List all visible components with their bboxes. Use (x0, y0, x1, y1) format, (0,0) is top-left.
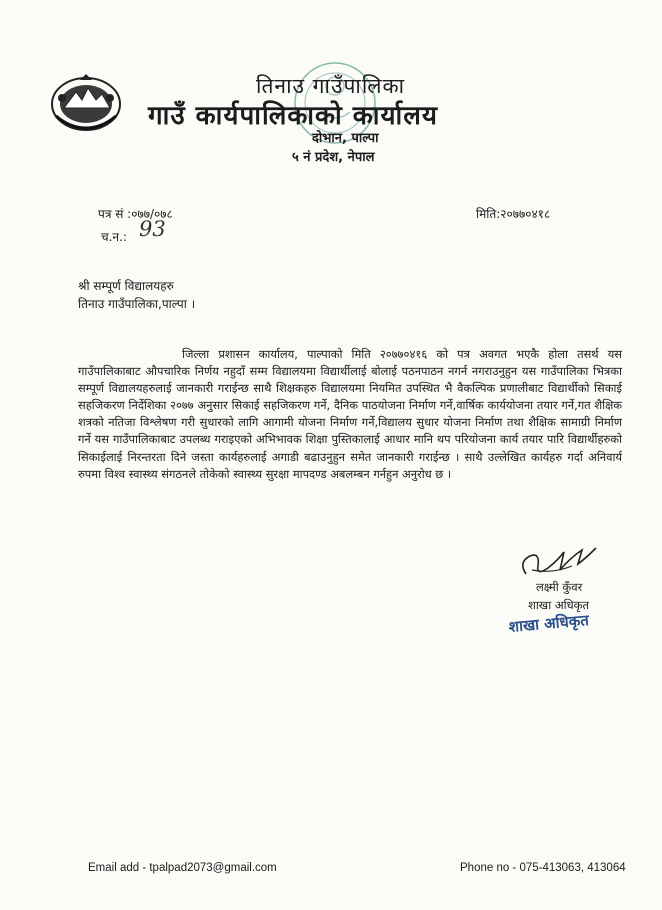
signature-icon (512, 540, 600, 582)
official-seal-stamp: शाखा अधिकृत (508, 611, 590, 636)
footer-email: Email add - tpalpad2073@gmail.com (88, 862, 277, 874)
letter-reference-number: पत्र सं :०७७/०७८ (98, 207, 173, 221)
signatory-title: शाखा अधिकृत (528, 598, 590, 612)
letter-body: जिल्ला प्रशासन कार्यालय, पाल्पाको मिति २०७७०४१६ को पत्र अवगत भएकै होला तसर्थ यस गाउँपालिकाबाट औपचारिक निर्णय नहुदाँ सम्म विद्यालयमा विद्यार्थीलाई बोलाई पठनपाठन नगर्न नगराउनुहुन यस गाउँपालिका भित्रका सम्पूर्ण विद्यालयहरुलाई जानकारी गराईन्छ साथै शिक्षकहरु विद्यालयमा नियमित उपस्थित भै वैकल्पिक प्रणालीबाट विद्यार्थीको सिकाई सहजिकरण निर्देशिका २०७७ अनुसार सिकाई सहजिकरण गर्ने, दैनिक पाठयोजना निर्माण गर्ने,वार्षिक कार्ययोजना तयार गर्ने,गत शैक्षिक शत्रको नतिजा विश्लेषण गरी सुधारको लागि आगामी योजना निर्माण गर्ने,विद्यालय सुधार योजना निर्माण तथा शैक्षिक सामाग्री निर्माण गर्ने यस गाउँपालिकाबाट उपलब्ध गराइएको अभिभावक शिक्षा पुस्तिकालाई आधार मानि थप परियोजना कार्य तयार पारि विद्यार्थीहरुको सिकाईलाई निरन्तरता दिने जस्ता कार्यहरुलाई अगाडी बढाउनुहुन समेत जानकारी गराईन्छ । साथै उल्लेखित कार्यहरु गर्दा अनिवार्य रुपमा विश्व स्वास्थ्य संगठनले तोकेको स्वास्थ्य सुरक्षा मापदण्ड अबलम्बन गर्नहुन अनुरोध छ । (78, 347, 622, 481)
recipient-line-1: श्री सम्पूर्ण विद्यालयहरु (78, 279, 174, 293)
recipient-line-2: तिनाउ गाउँपालिका,पाल्पा । (78, 297, 196, 311)
office-name: गाउँ कार्यपालिकाको कार्यालय (148, 101, 438, 131)
footer-phone: Phone no - 075-413063, 413064 (460, 862, 626, 874)
address-line-1: दोभान, पाल्पा (312, 131, 379, 146)
nepal-emblem-icon (50, 72, 122, 132)
address-line-2: ५ नं प्रदेश, नेपाल (292, 150, 375, 165)
signatory-name: लक्ष्मी कुँवर (536, 580, 583, 594)
dispatch-number-handwritten: 93 (139, 217, 166, 241)
dispatch-number-label: च.न.: (101, 230, 127, 244)
letter-date: मिति:२०७७०४१८ (476, 207, 551, 221)
organization-name: तिनाउ गाउँपालिका (256, 74, 406, 98)
